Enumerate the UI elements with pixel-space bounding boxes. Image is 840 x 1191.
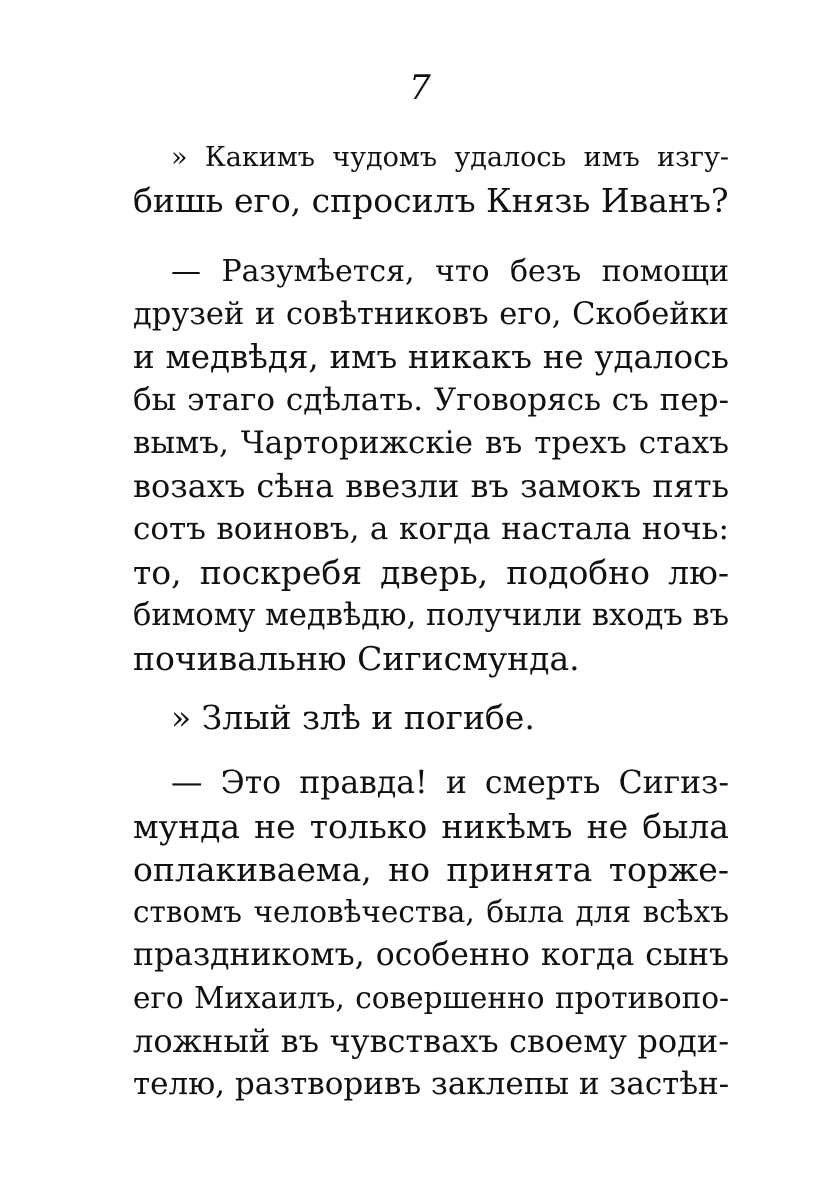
text-line: почивальню Сигисмунда. <box>133 639 580 678</box>
text-line: — Это правда! и смерть Сигиз- <box>171 765 729 801</box>
text-line: сотъ воиновъ, а когда настала ночь: <box>133 511 729 547</box>
text-line: » Какимъ чудомъ удалось имъ изгу- <box>171 142 729 173</box>
page-number: 7 <box>409 68 431 108</box>
text-line: бы этаго сдѣлать. Уговорясь съ пер- <box>133 382 729 418</box>
text-line: бишь его, спросилъ Князь Иванъ? <box>133 181 729 220</box>
paragraph-1 <box>133 136 729 222</box>
text-line: то, поскребя дверь, подобно лю- <box>133 553 729 592</box>
text-line: — Разумѣется, что безъ помощи <box>171 254 729 289</box>
text-line: мунда не только никѣмъ не была <box>133 807 729 846</box>
text-line: друзей и совѣтниковъ его, Скобейки <box>133 297 729 332</box>
text-line: и медвѣдя, имъ никакъ не удалось <box>133 338 729 376</box>
paragraph-3 <box>133 696 729 739</box>
text-line: возахъ сѣна ввезли въ замокъ пять <box>133 467 729 505</box>
text-line: » Злый злѣ и погибе. <box>171 698 535 737</box>
text-line: телю, разтворивъ заклепы и застѣн- <box>133 1066 730 1102</box>
text-line: праздникомъ, особенно когда сынъ <box>133 937 729 973</box>
paragraph-4 <box>133 762 729 1106</box>
text-line: вымъ, Чарторижскіе въ трехъ стахъ <box>133 425 729 461</box>
text-line: ложный въ чувствахъ своему роди- <box>133 1022 729 1060</box>
text-line: ствомъ человѣчества, была для всѣхъ <box>133 895 729 929</box>
text-line: бимому медвѣдю, получили входъ въ <box>133 598 730 633</box>
paragraph-2 <box>133 250 729 680</box>
text-line: его Михаилъ, совершенно противопо- <box>133 981 729 1015</box>
text-line: оплакиваема, но принята торже- <box>133 850 729 889</box>
